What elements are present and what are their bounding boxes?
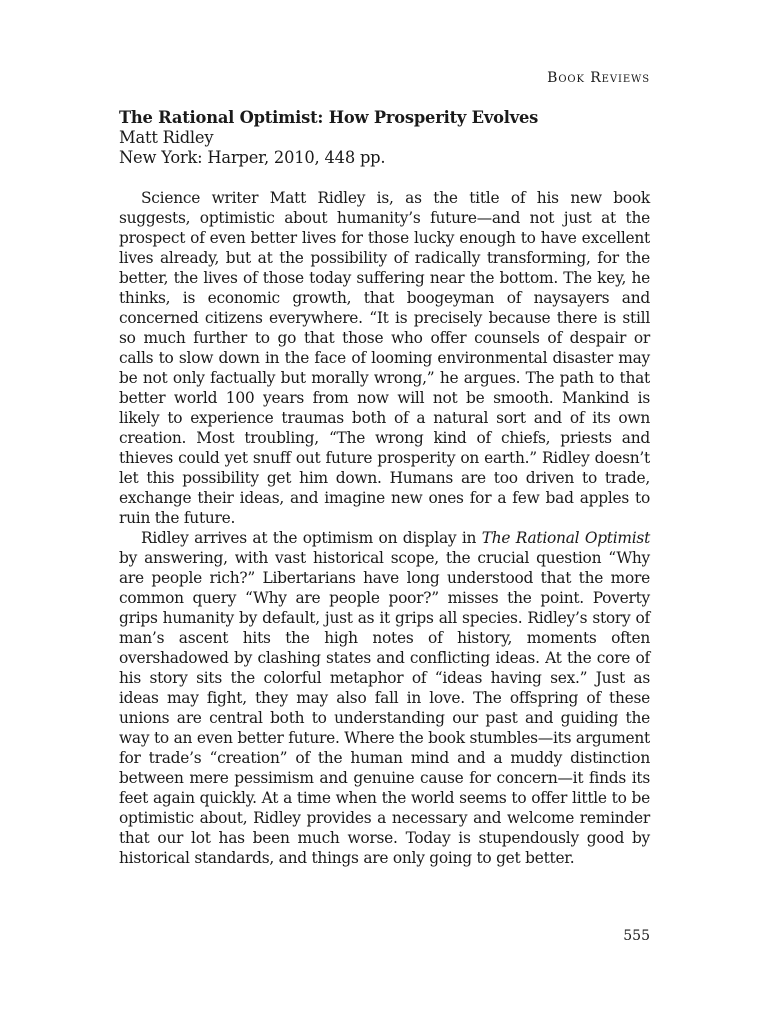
paragraph-2-lead: Ridley arrives at the optimism on display in xyxy=(141,529,482,547)
review-paragraph-2 xyxy=(119,528,650,868)
running-head: Book Reviews xyxy=(547,70,650,86)
book-author: Matt Ridley xyxy=(119,128,214,147)
review-body xyxy=(119,108,650,868)
paragraph-2-rest: by answering, with vast historical scope, the crucial question “Why are people rich?” Libertarians have long understood that the more common query “Why are people poor?” misses the point. Poverty grips humanity by default, just as it grips all species. Ridley’s story of man’s ascent hits the high notes of history, moments often overshadowed by clashing states and conflicting ideas. At the core of his story sits the colorful metaphor of “ideas having sex.” Just as ideas may fight, they may also fall in love. The offspring of these unions are central both to understanding our past and guiding the way to an even better future. Where the book stumbles—its argument for trade’s “creation” of the human mind and a muddy distinction between mere pessimism and genuine cause for concern—it finds its feet again quickly. At a time when the world seems to offer little to be optimistic about, Ridley provides a necessary and welcome reminder that our lot has been much worse. Today is stupendously good by historical standards, and things are only going to get better. xyxy=(119,549,650,867)
book-title-italic: The Rational Optimist xyxy=(481,529,651,547)
page-number: 555 xyxy=(623,928,650,944)
review-paragraph-1: Science writer Matt Ridley is, as the title of his new book suggests, optimistic about humanity’s future—and not just at the prospect of even better lives for those lucky enough to have excellent lives already, but at the possibility of radically transforming, for the better, the lives of those today suffering near the bottom. The key, he thinks, is economic growth, that boogeyman of naysayers and concerned citizens everywhere. “It is precisely because there is still so much further to go that those who offer counsels of despair or calls to slow down in the face of looming environmental disaster may be not only factually but morally wrong,” he argues. The path to that better world 100 years from now will not be smooth. Mankind is likely to experience traumas both of a natural sort and of its own creation. Most troubling, “The wrong kind of chiefs, priests and thieves could yet snuff out future prosperity on earth.” Ridley doesn’t let this possibility get him down. Humans are too driven to trade, exchange their ideas, and imagine new ones for a few bad apples to ruin the future. xyxy=(119,189,650,527)
book-title: The Rational Optimist: How Prosperity Evolves xyxy=(119,108,539,127)
book-publication: New York: Harper, 2010, 448 pp. xyxy=(119,148,386,167)
review-text xyxy=(119,188,650,868)
